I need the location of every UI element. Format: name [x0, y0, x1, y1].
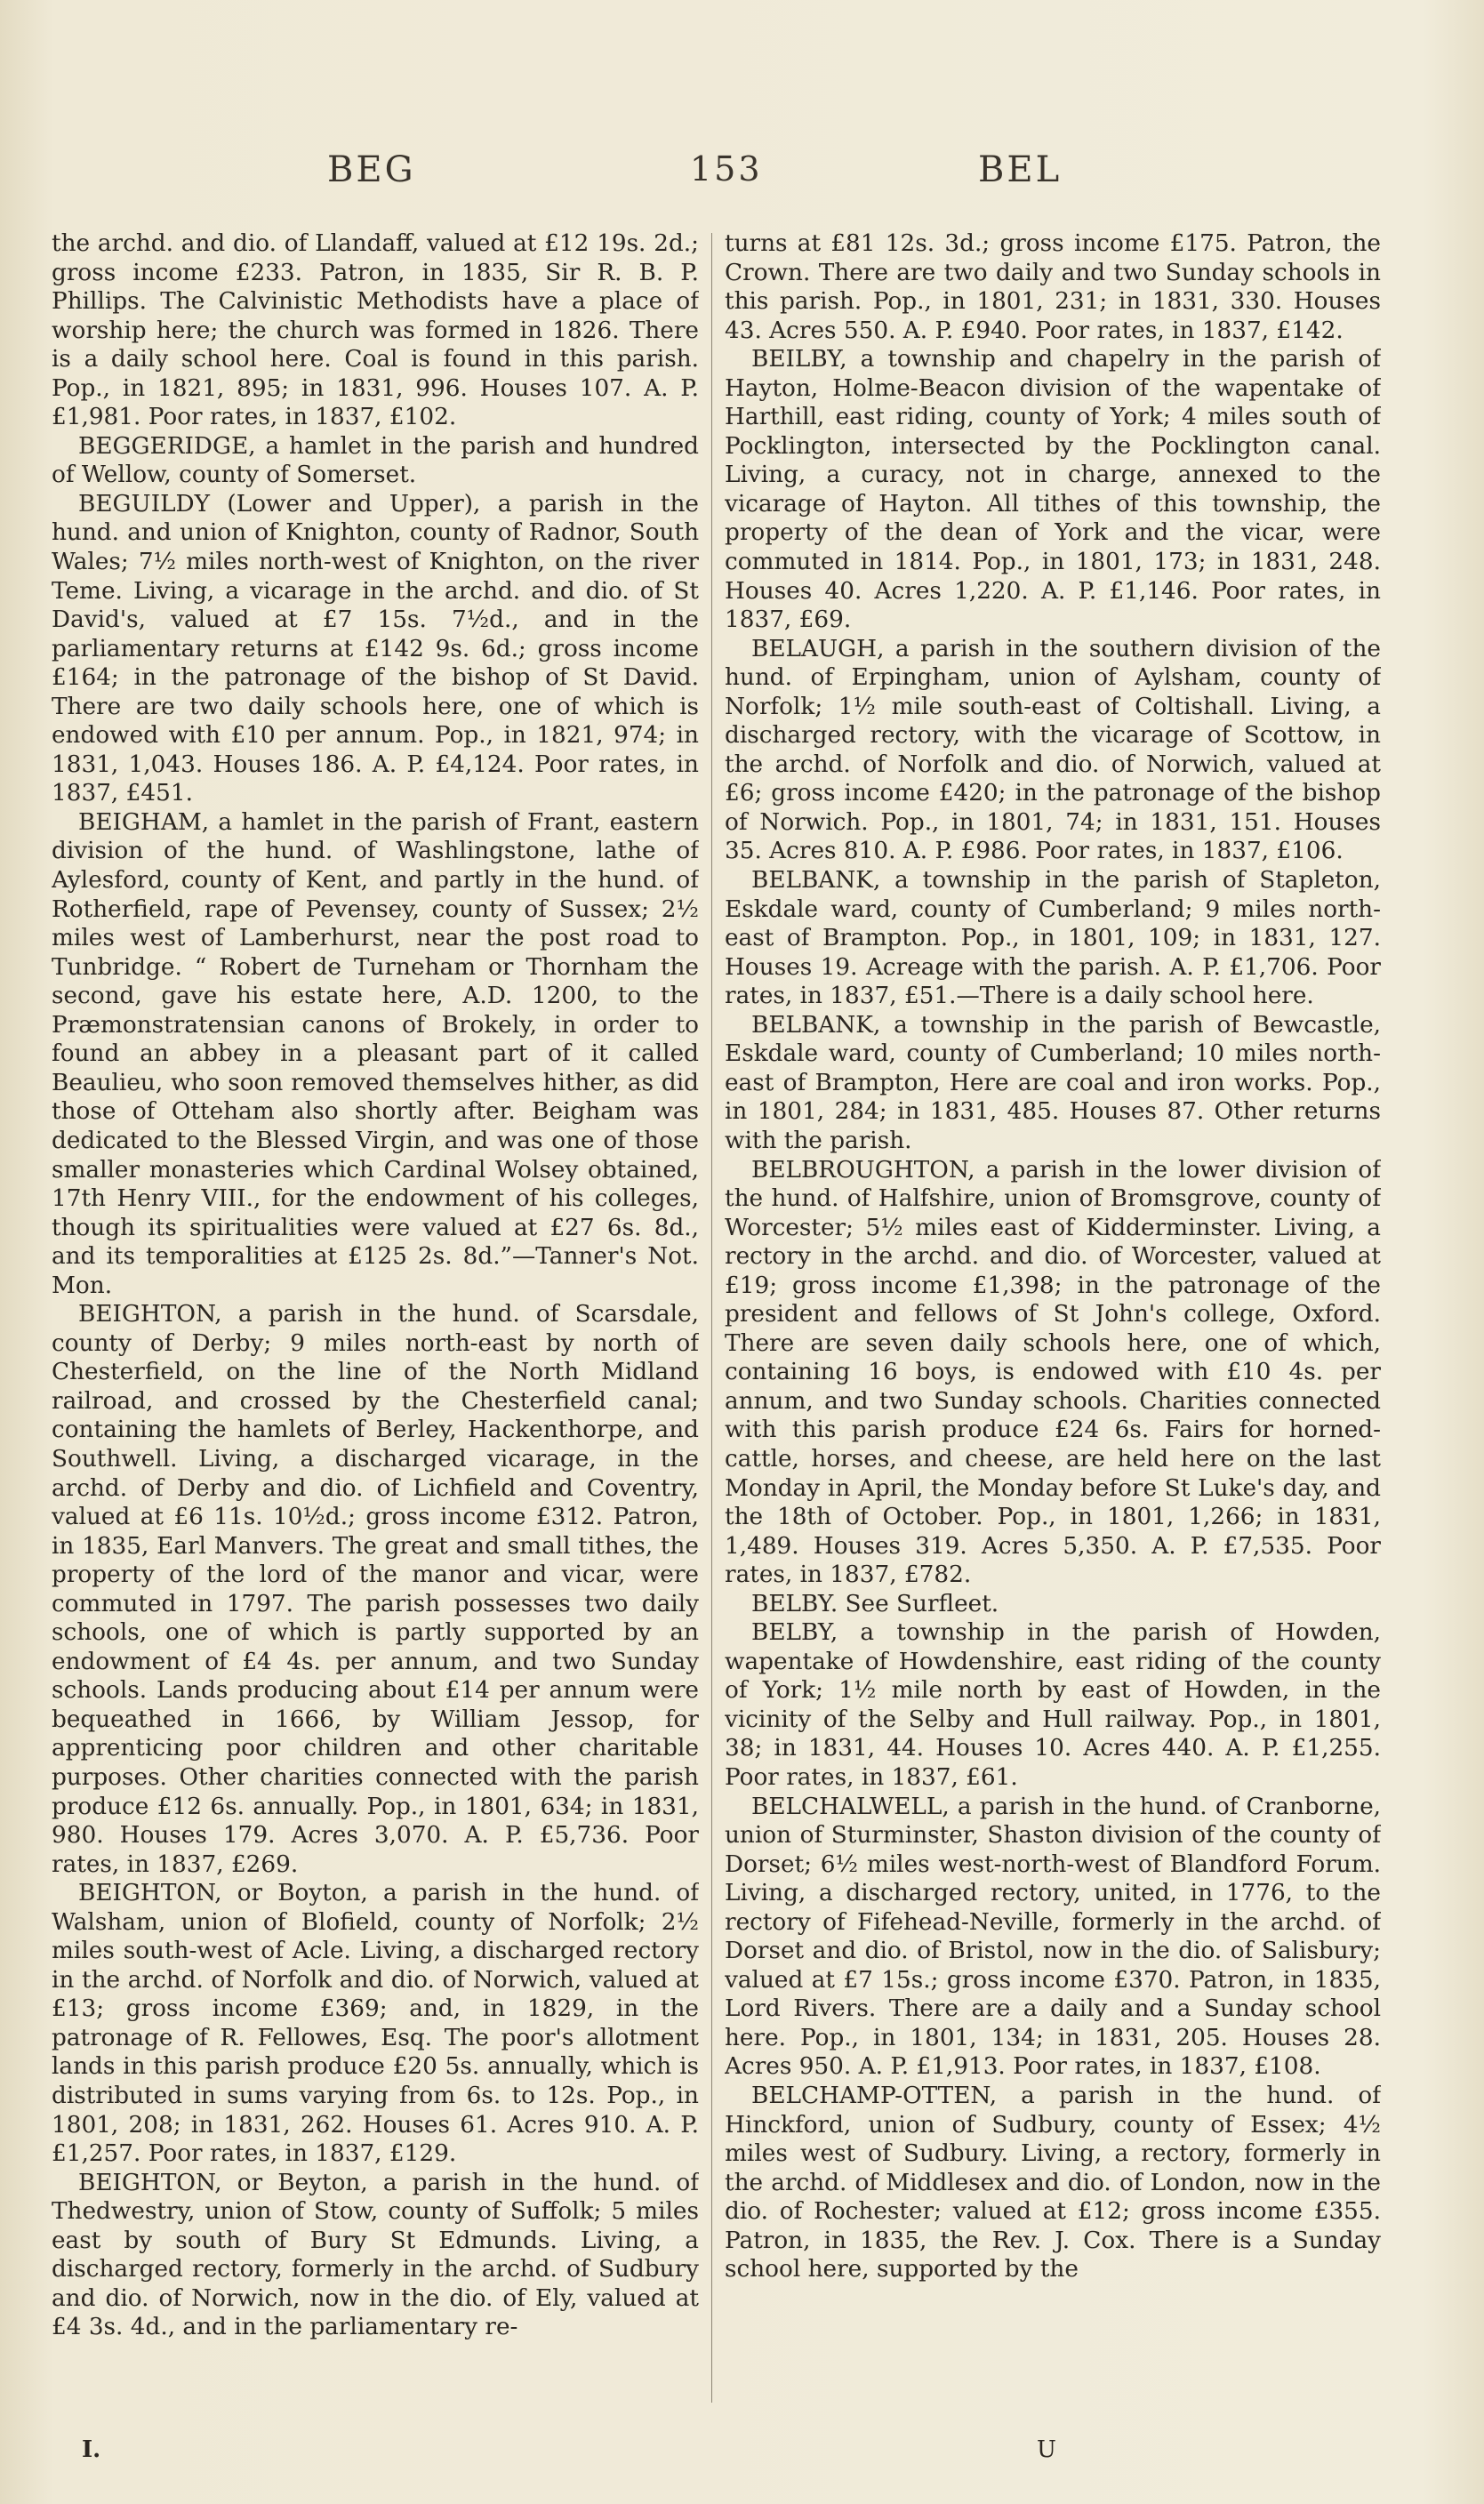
gazetteer-entry: BELBROUGHTON, a parish in the lower division of the hund. of Halfshire, union of Bromsgrove, county of Worcester; 5½ miles east of Kidderminster. Living, a rectory in the archd. and dio. of Worcester, valued at £19; gross income £1,398; in the patronage of the president and fellows of St John's college, Oxford. There are seven daily schools here, one of which, containing 16 boys, is endowed with £10 4s. per annum, and two Sunday schools. Charities connected with this parish produce £24 6s. Fairs for horned-cattle, horses, and cheese, are held here on the last Monday in April, the Monday before St Luke's day, and the 18th of October. Pop., in 1801, 1,266; in 1831, 1,489. Houses 319. Acres 5,350. A. P. £7,535. Poor rates, in 1837, £782. [725, 1156, 1381, 1589]
gazetteer-entry: BEIGHTON, a parish in the hund. of Scarsdale, county of Derby; 9 miles north-east by north of Chesterfield, on the line of the North Midland railroad, and crossed by the Chesterfield canal; containing the hamlets of Berley, Hackenthorpe, and Southwell. Living, a discharged vicarage, in the archd. of Derby and dio. of Lichfield and Coventry, valued at £6 11s. 10½d.; gross income £312. Patron, in 1835, Earl Manvers. The great and small tithes, the property of the lord of the manor and vicar, were commuted in 1797. The parish possesses two daily schools, one of which is partly supported by an endowment of £4 4s. per annum, and two Sunday schools. Lands producing about £14 per annum were bequeathed in 1666, by William Jessop, for apprenticing poor children and other charitable purposes. Other charities connected with the parish produce £12 6s. annually. Pop., in 1801, 634; in 1831, 980. Houses 179. Acres 3,070. A. P. £5,736. Poor rates, in 1837, £269. [52, 1301, 699, 1878]
column-divider [711, 233, 712, 2403]
header-left-guideword: BEG [327, 149, 416, 190]
gazetteer-entry: BEGGERIDGE, a hamlet in the parish and hundred of Wellow, county of Somerset. [52, 432, 699, 489]
page-number: 153 [690, 149, 763, 189]
gazetteer-entry: BEILBY, a township and chapelry in the parish of Hayton, Holme-Beacon division of the wapentake of Harthill, east riding, county of York; 4 miles south of Pocklington, intersected by the Pocklington canal. Living, a curacy, not in charge, annexed to the vicarage of Hayton. All tithes of this township, the property of the dean of York and the vicar, were commuted in 1814. Pop., in 1801, 173; in 1831, 248. Houses 40. Acres 1,220. A. P. £1,146. Poor rates, in 1837, £69. [725, 346, 1381, 634]
gazetteer-entry: BELBY, a township in the parish of Howden, wapentake of Howdenshire, east riding of the county of York; 1½ mile north by east of Howden, in the vicinity of the Selby and Hull railway. Pop., in 1801, 38; in 1831, 44. Houses 10. Acres 440. A. P. £1,255. Poor rates, in 1837, £61. [725, 1619, 1381, 1791]
gazetteer-entry: BEIGHTON, or Beyton, a parish in the hund. of Thedwestry, union of Stow, county of Suffolk; 5 miles east by south of Bury St Edmunds. Living, a discharged rectory, formerly in the archd. of Sudbury and dio. of Norwich, now in the dio. of Ely, valued at £4 3s. 4d., and in the parliamentary re- [52, 2169, 699, 2341]
gazetteer-entry: BEGUILDY (Lower and Upper), a parish in the hund. and union of Knighton, county of Radnor, South Wales; 7½ miles north-west of Knighton, on the river Teme. Living, a vicarage in the archd. and dio. of St David's, valued at £7 15s. 7½d., and in the parliamentary returns at £142 9s. 6d.; gross income £164; in the patronage of the bishop of St David. There are two daily schools here, one of which is endowed with £10 per annum. Pop., in 1821, 974; in 1831, 1,043. Houses 186. A. P. £4,124. Poor rates, in 1837, £451. [52, 490, 699, 807]
gazetteer-entry: BELCHAMP-OTTEN, a parish in the hund. of Hinckford, union of Sudbury, county of Essex; 4½ miles west of Sudbury. Living, a rectory, formerly in the archd. of Middlesex and dio. of London, now in the dio. of Rochester; valued at £12; gross income £355. Patron, in 1835, the Rev. J. Cox. There is a Sunday school here, supported by the [725, 2083, 1381, 2283]
gazetteer-entry: BELBANK, a township in the parish of Stapleton, Eskdale ward, county of Cumberland; 9 miles north-east of Brampton. Pop., in 1801, 109; in 1831, 127. Houses 19. Acreage with the parish. A. P. £1,706. Poor rates, in 1837, £51.—There is a daily school here. [725, 867, 1381, 1010]
left-column [52, 229, 699, 2435]
gazetteer-entry: BELBANK, a township in the parish of Bewcastle, Eskdale ward, county of Cumberland; 10 miles north-east of Brampton, Here are coal and iron works. Pop., in 1801, 284; in 1831, 485. Houses 87. Other returns with the parish. [725, 1011, 1381, 1154]
gazetteer-entry: BEIGHTON, or Boyton, a parish in the hund. of Walsham, union of Blofield, county of Norfolk; 2½ miles south-west of Acle. Living, a discharged rectory in the archd. of Norfolk and dio. of Norwich, valued at £13; gross income £369; and, in 1829, in the patronage of R. Fellowes, Esq. The poor's allotment lands in this parish produce £20 5s. annually, which is distributed in sums varying from 6s. to 12s. Pop., in 1801, 208; in 1831, 262. Houses 61. Acres 910. A. P. £1,257. Poor rates, in 1837, £129. [52, 1880, 699, 2168]
running-header [0, 149, 1484, 203]
entry-continuation: the archd. and dio. of Llandaff, valued at £12 19s. 2d.; gross income £233. Patron, in 1835, Sir R. B. P. Phillips. The Calvinistic Methodists have a place of worship here; the church was formed in 1826. There is a daily school here. Coal is found in this parish. Pop., in 1821, 895; in 1831, 996. Houses 107. A. P. £1,981. Poor rates, in 1837, £102. [52, 230, 699, 431]
entry-continuation: turns at £81 12s. 3d.; gross income £175. Patron, the Crown. There are two daily and two Sunday schools in this parish. Pop., in 1801, 231; in 1831, 330. Houses 43. Acres 550. A. P. £940. Poor rates, in 1837, £142. [725, 230, 1381, 344]
gazetteer-entry: BELAUGH, a parish in the southern division of the hund. of Erpingham, union of Aylsham, county of Norfolk; 1½ mile south-east of Coltishall. Living, a discharged rectory, with the vicarage of Scottow, in the archd. of Norfolk and dio. of Norwich, valued at £6; gross income £420; in the patronage of the bishop of Norwich. Pop., in 1801, 74; in 1831, 151. Houses 35. Acres 810. A. P. £986. Poor rates, in 1837, £106. [725, 635, 1381, 865]
header-right-guideword: BEL [978, 149, 1063, 190]
right-column [725, 229, 1381, 2435]
gazetteer-entry: BELCHALWELL, a parish in the hund. of Cranborne, union of Sturminster, Shaston division of the county of Dorset; 6½ miles west-north-west of Blandford Forum. Living, a discharged rectory, united, in 1776, to the rectory of Fifehead-Neville, formerly in the archd. of Dorset and dio. of Bristol, now in the dio. of Salisbury; valued at £7 15s.; gross income £370. Patron, in 1835, Lord Rivers. There are a daily and a Sunday school here. Pop., in 1801, 134; in 1831, 205. Houses 28. Acres 950. A. P. £1,913. Poor rates, in 1837, £108. [725, 1793, 1381, 2081]
page-footer [0, 2436, 1484, 2472]
gazetteer-entry: BELBY. See Surfleet. [751, 1590, 999, 1617]
gazetteer-entry: BEIGHAM, a hamlet in the parish of Frant, eastern division of the hund. of Washlingstone, lathe of Aylesford, county of Kent, and partly in the hund. of Rotherfield, rape of Pevensey, county of Sussex; 2½ miles west of Lamberhurst, near the post road to Tunbridge. “ Robert de Turneham or Thornham the second, gave his estate here, A.D. 1200, to the Præmonstratensian canons of Brokely, in order to found an abbey in a pleasant part of it called Beaulieu, who soon removed themselves hither, as did those of Otteham also shortly after. Beigham was dedicated to the Blessed Virgin, and was one of those smaller monasteries which Cardinal Wolsey obtained, 17th Henry VIII., for the endowment of his colleges, though its spiritualities were valued at £27 6s. 8d., and its temporalities at £125 2s. 8d.”—Tanner's Not. Mon. [52, 808, 699, 1299]
signature-mark-right: U [1037, 2436, 1056, 2463]
signature-mark-left: I. [82, 2436, 101, 2463]
